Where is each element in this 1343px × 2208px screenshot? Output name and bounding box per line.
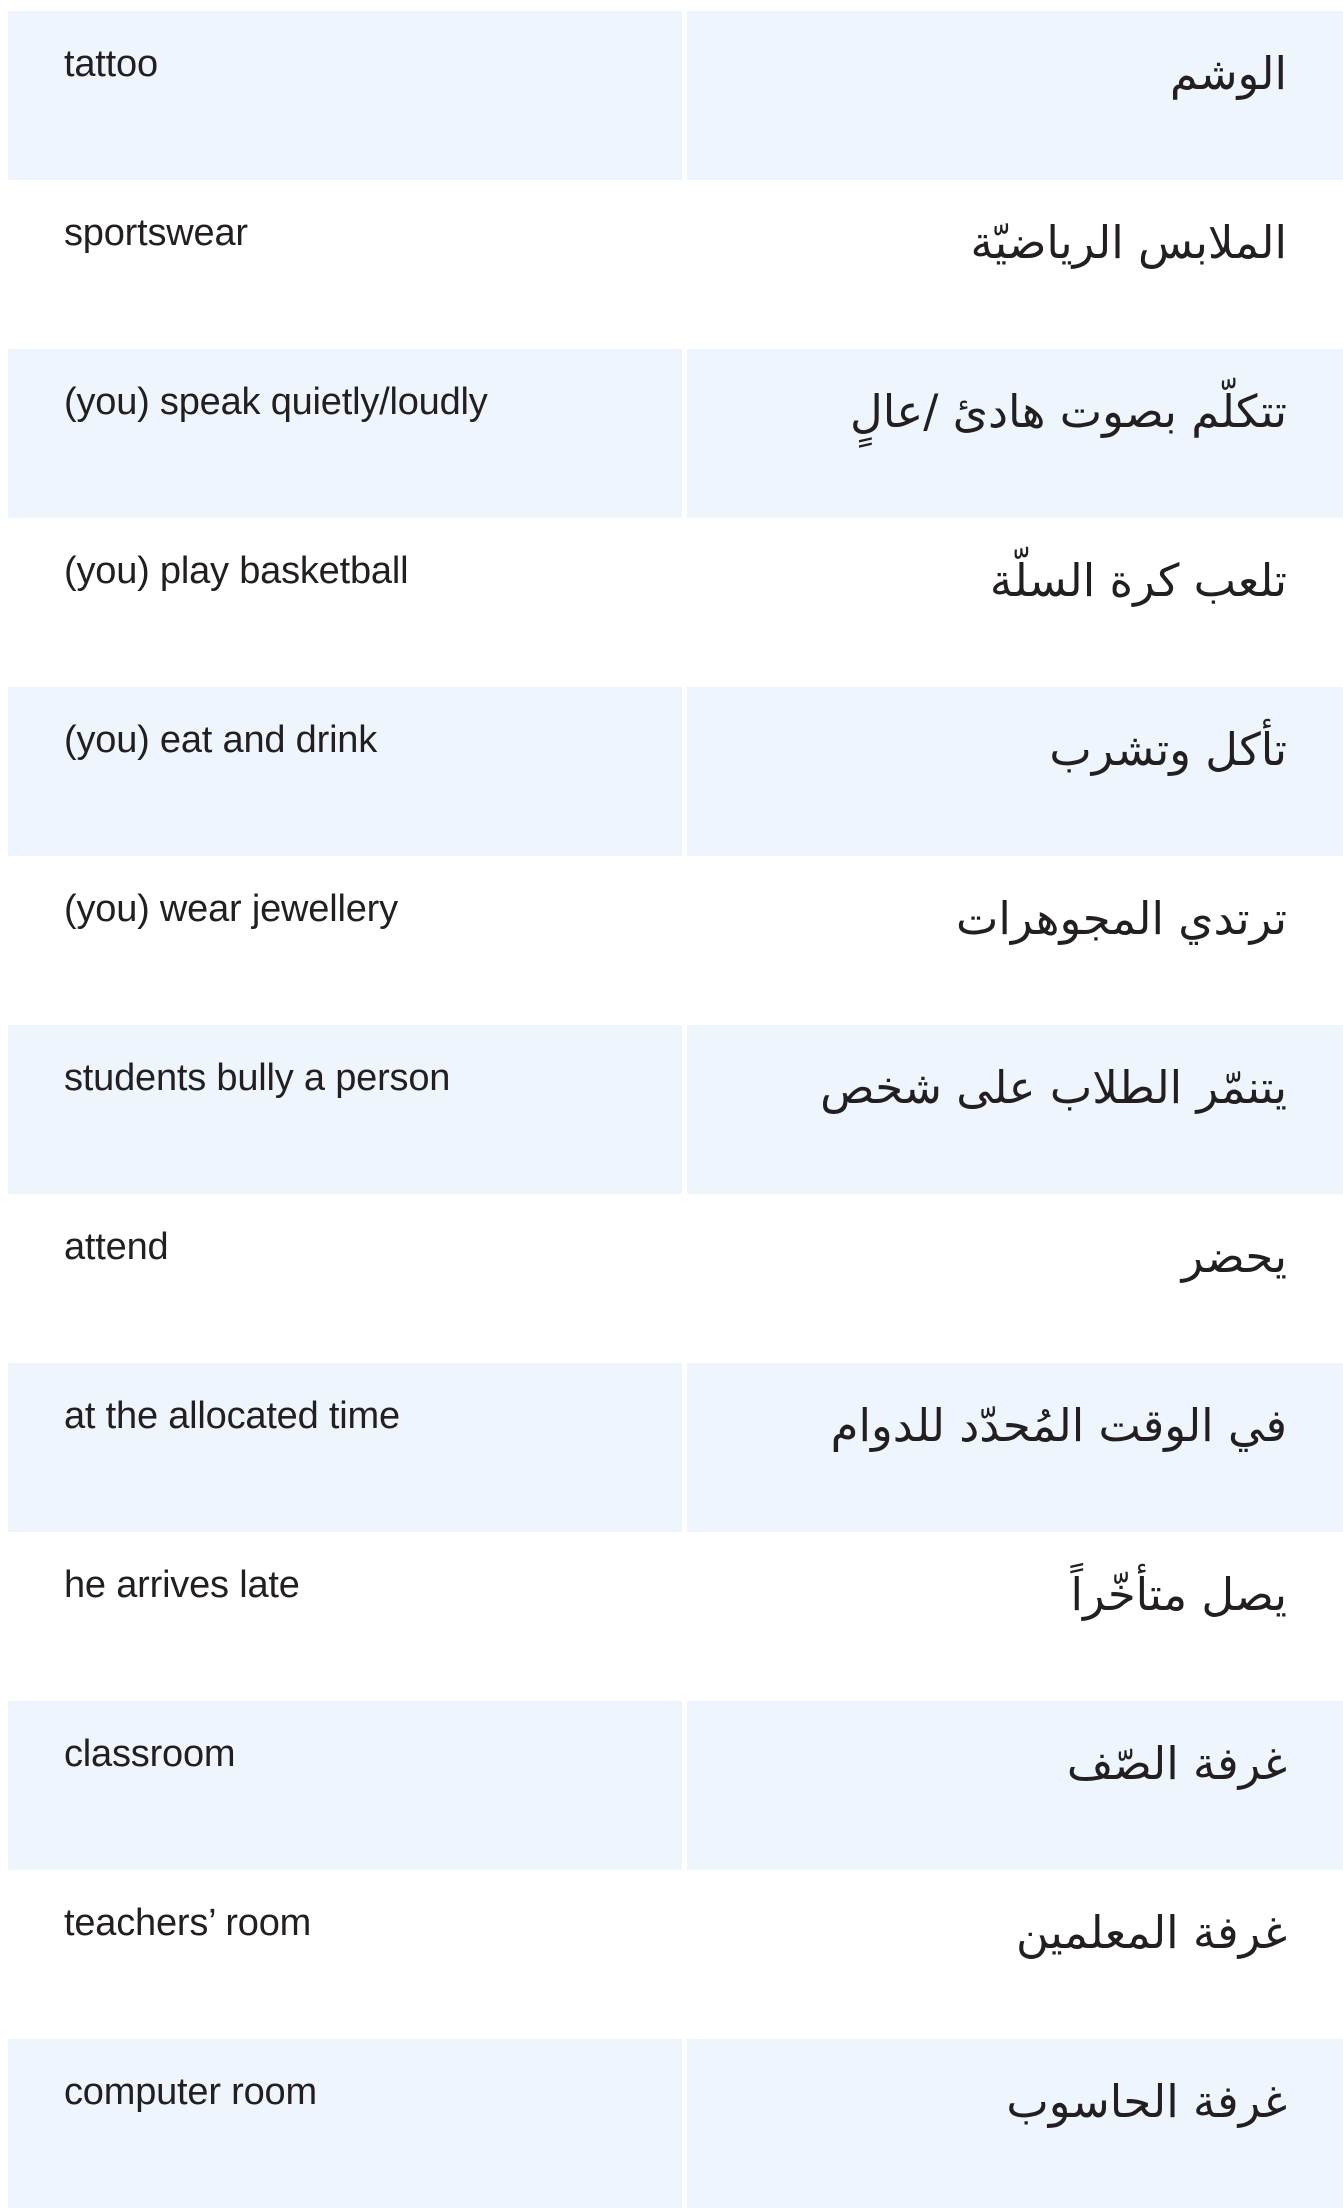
table-row bbox=[0, 11, 1343, 180]
table-row bbox=[0, 1363, 1343, 1532]
arabic-term: الوشم bbox=[687, 11, 1343, 180]
english-term: attend bbox=[0, 1194, 682, 1363]
table-row bbox=[0, 687, 1343, 856]
vocabulary-table bbox=[0, 11, 1343, 2208]
english-term: (you) wear jewellery bbox=[0, 856, 682, 1025]
arabic-term: غرفة الحاسوب bbox=[687, 2039, 1343, 2208]
table-row bbox=[0, 1025, 1343, 1194]
arabic-term: في الوقت المُحدّد للدوام bbox=[687, 1363, 1343, 1532]
english-term: at the allocated time bbox=[0, 1363, 682, 1532]
arabic-term: الملابس الرياضيّة bbox=[687, 180, 1343, 349]
english-term: sportswear bbox=[0, 180, 682, 349]
english-term: teachers’ room bbox=[0, 1870, 682, 2039]
table-row bbox=[0, 1532, 1343, 1701]
english-term: (you) play basketball bbox=[0, 518, 682, 687]
arabic-term: تتكلّم بصوت هادئ /عالٍ bbox=[687, 349, 1343, 518]
table-row bbox=[0, 1194, 1343, 1363]
arabic-term: تلعب كرة السلّة bbox=[687, 518, 1343, 687]
table-row bbox=[0, 518, 1343, 687]
arabic-term: تأكل وتشرب bbox=[687, 687, 1343, 856]
table-row bbox=[0, 1870, 1343, 2039]
english-term: tattoo bbox=[0, 11, 682, 180]
arabic-term: غرفة المعلمين bbox=[687, 1870, 1343, 2039]
arabic-term: يحضر bbox=[687, 1194, 1343, 1363]
english-term: students bully a person bbox=[0, 1025, 682, 1194]
table-row bbox=[0, 2039, 1343, 2208]
arabic-term: يصل متأخّراً bbox=[687, 1532, 1343, 1701]
english-term: (you) speak quietly/loudly bbox=[0, 349, 682, 518]
table-row bbox=[0, 180, 1343, 349]
table-row bbox=[0, 349, 1343, 518]
table-row bbox=[0, 1701, 1343, 1870]
arabic-term: يتنمّر الطلاب على شخص bbox=[687, 1025, 1343, 1194]
english-term: computer room bbox=[0, 2039, 682, 2208]
arabic-term: ترتدي المجوهرات bbox=[687, 856, 1343, 1025]
english-term: he arrives late bbox=[0, 1532, 682, 1701]
english-term: (you) eat and drink bbox=[0, 687, 682, 856]
english-term: classroom bbox=[0, 1701, 682, 1870]
table-row bbox=[0, 856, 1343, 1025]
arabic-term: غرفة الصّف bbox=[687, 1701, 1343, 1870]
